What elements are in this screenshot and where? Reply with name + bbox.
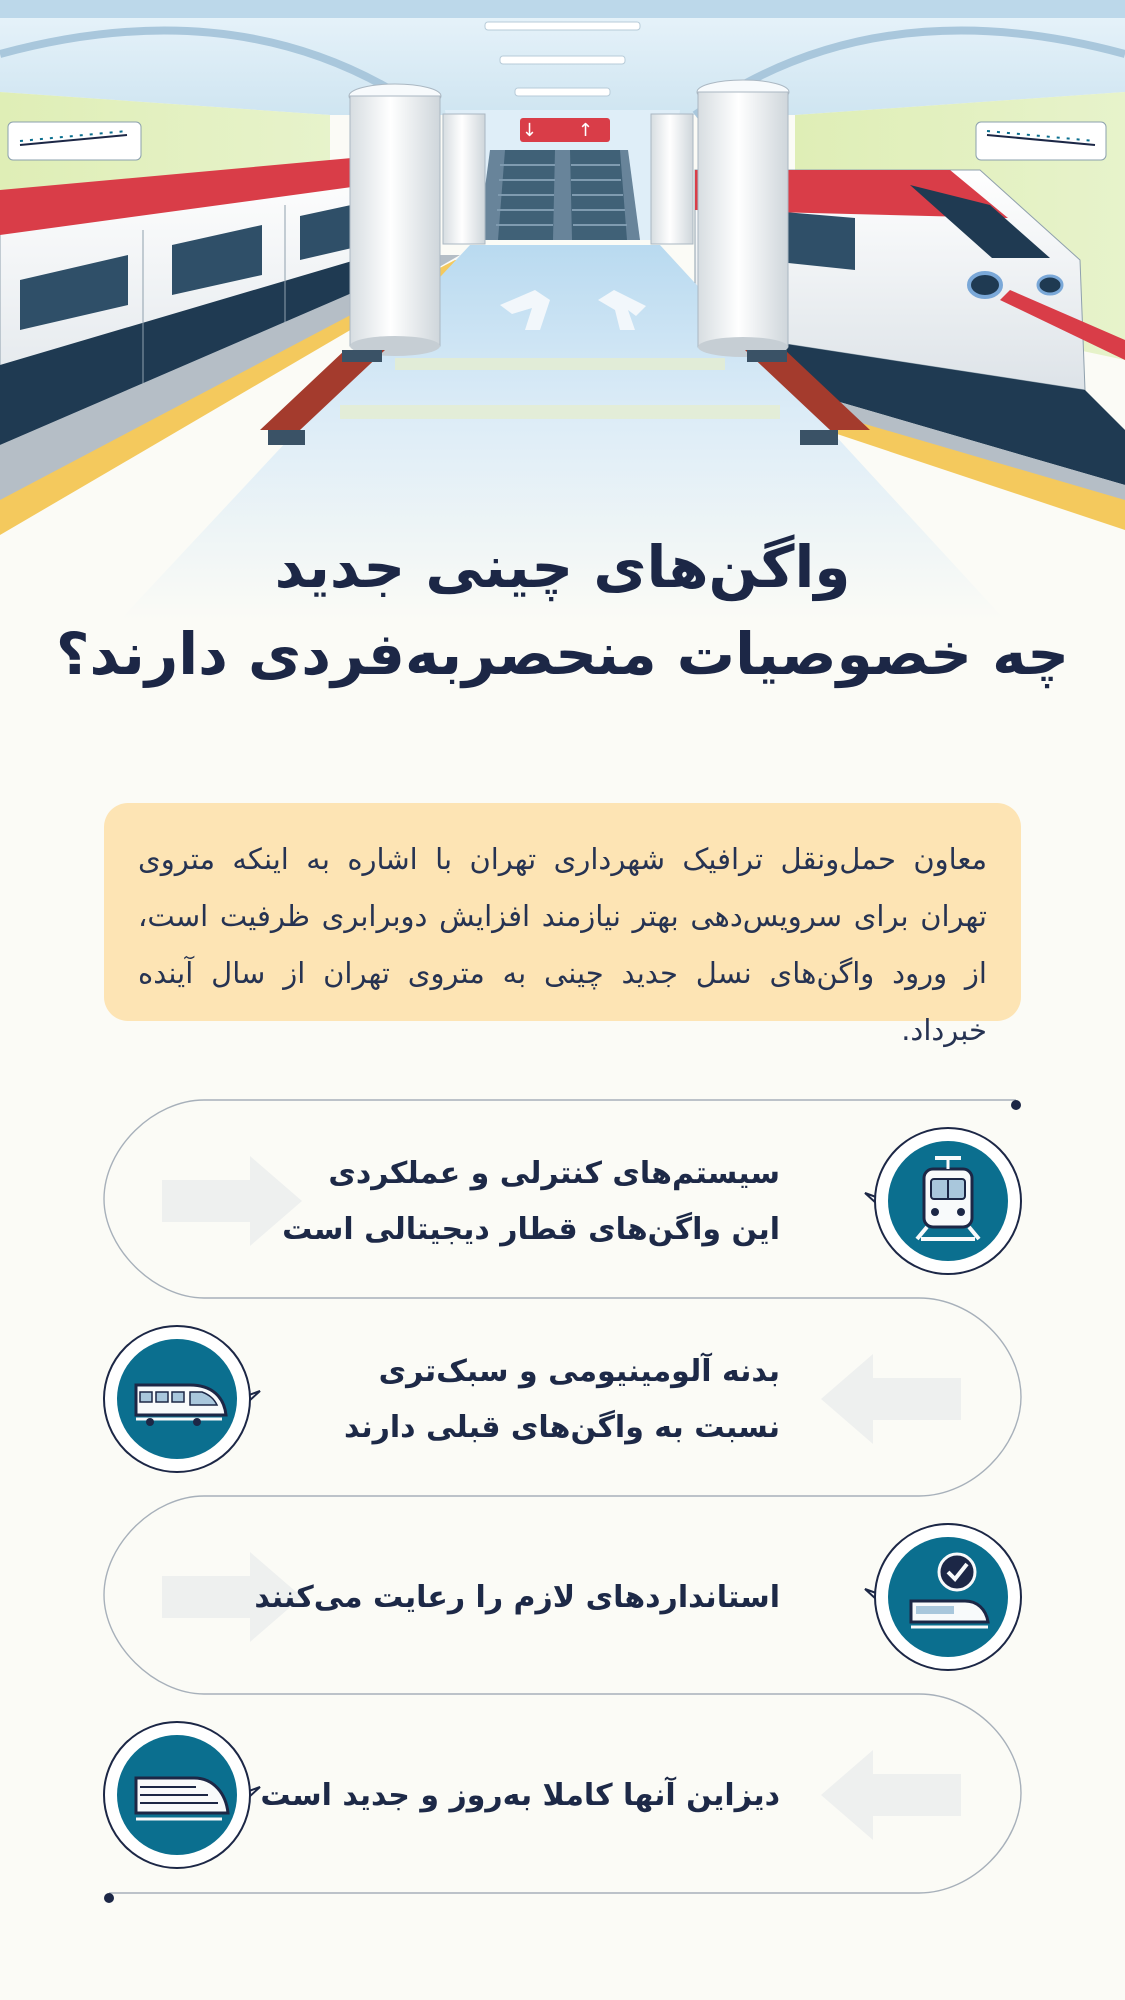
feature-line-2: این واگن‌های قطار دیجیتالی است [282, 1212, 780, 1247]
feature-item-digital-controls [104, 1102, 1021, 1300]
feature-text [254, 1570, 780, 1626]
feature-line-1: استانداردهای لازم را رعایت می‌کنند [254, 1580, 780, 1615]
feature-line-1: بدنه آلومینیومی و سبک‌تری [378, 1354, 780, 1389]
feature-item-standards [104, 1498, 1021, 1696]
connector-end-dot [104, 1893, 114, 1903]
escalator-sign-up: ↑ [577, 120, 593, 141]
feature-item-aluminum-body [104, 1300, 1021, 1498]
feature-line-1: دیزاین آنها کاملا به‌روز و جدید است [260, 1778, 780, 1813]
feature-text [260, 1768, 780, 1824]
train-side-icon [102, 1319, 262, 1479]
headline-line-1: واگن‌های چینی جدید [274, 533, 851, 601]
feature-line-1: سیستم‌های کنترلی و عملکردی [328, 1156, 780, 1191]
train-check-icon [863, 1517, 1023, 1677]
headline-line-2: چه خصوصیات منحصربه‌فردی دارند؟ [55, 620, 1070, 689]
train-front-icon [863, 1121, 1023, 1281]
feature-item-modern-design [104, 1696, 1021, 1894]
feature-text [320, 1344, 780, 1456]
left-arrow-icon [821, 1354, 961, 1444]
feature-list [0, 1085, 1125, 1915]
feature-line-2: نسبت به واگن‌های قبلی دارند [344, 1410, 780, 1445]
left-arrow-icon [821, 1750, 961, 1840]
intro-panel [104, 803, 1021, 1047]
right-arrow-icon [162, 1156, 302, 1246]
feature-text [282, 1146, 780, 1258]
metro-station-illustration [0, 0, 1125, 620]
escalator-sign-down: ↓ [521, 120, 537, 141]
intro-text: معاون حمل‌ونقل ترافیک شهرداری تهران با اشاره به اینکه متروی تهران برای سرویس‌دهی بهتر نیازمند افزایش دوبرابری ظرفیت است، از ورود واگن‌های نسل جدید چینی به متروی تهران از سال آینده خبرداد. [138, 842, 987, 1047]
headline [50, 530, 1075, 693]
train-modern-icon [102, 1715, 262, 1875]
